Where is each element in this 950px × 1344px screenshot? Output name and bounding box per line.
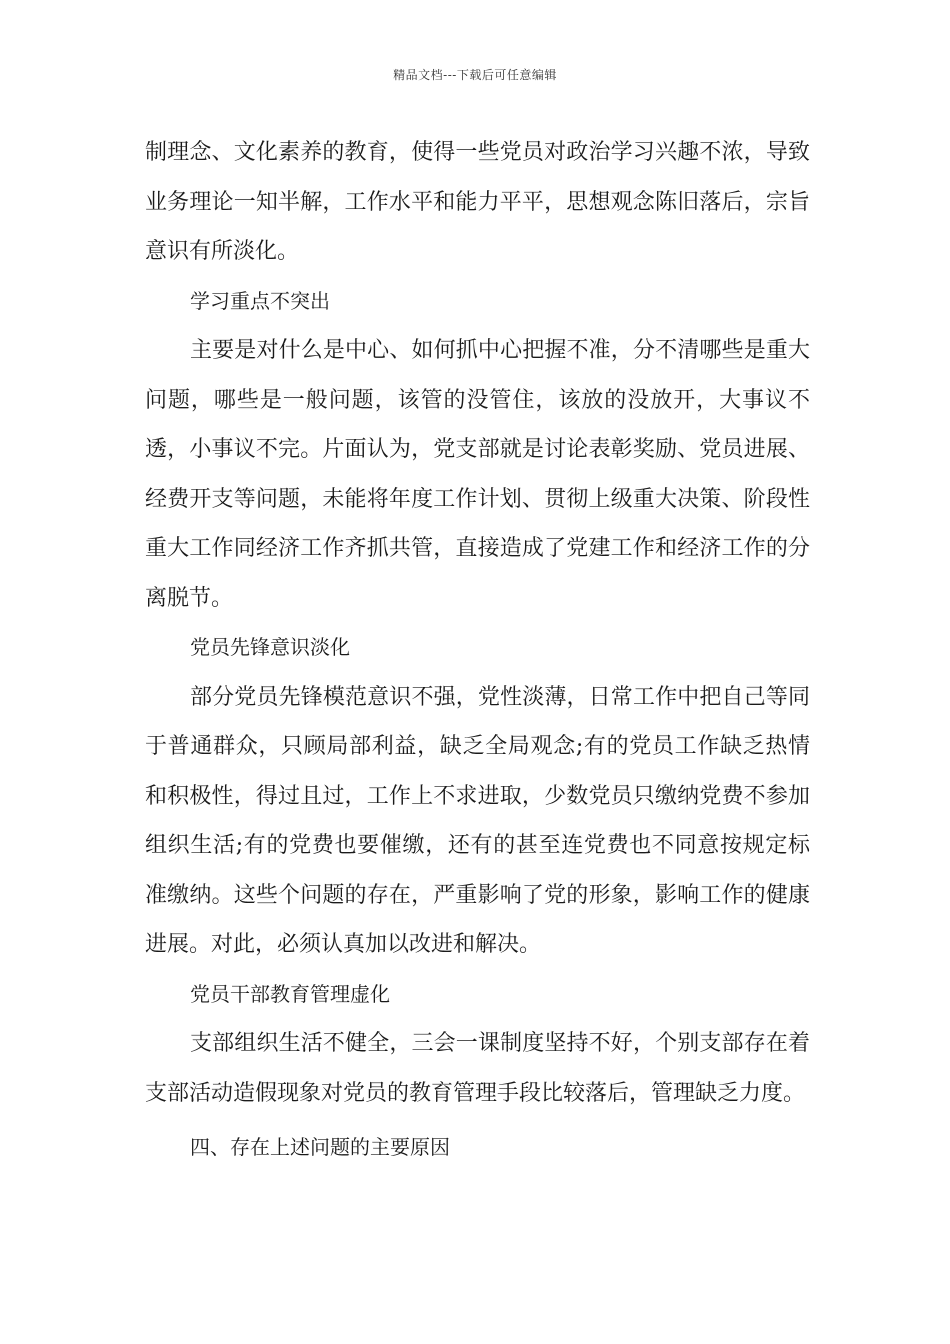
section-heading-cadre-management: 党员干部教育管理虚化 bbox=[190, 981, 390, 1006]
paragraph-study-focus: 主要是对什么是中心、如何抓中心把握不准，分不清哪些是重大问题，哪些是一般问题，该管的没管住，该放的没放开，大事议不透，小事议不完。片面认为，党支部就是讨论表彰奖励、党员进展、经费开支等问题，未能将年度工作计划、贯彻上级重大决策、阶段性重大工作同经济工作齐抓共管，直接造成了党建工作和经济工作的分离脱节。 bbox=[145, 338, 810, 611]
section-heading-pioneer-awareness: 党员先锋意识淡化 bbox=[190, 635, 350, 659]
section-heading-main-causes: 四、存在上述问题的主要原因 bbox=[190, 1135, 450, 1159]
paragraph-continuation: 制理念、文化素养的教育，使得一些党员对政治学习兴趣不浓，导致业务理论一知半解，工作水平和能力平平，思想观念陈旧落后，宗旨意识有所淡化。 bbox=[145, 140, 810, 264]
paragraph-cadre-management: 支部组织生活不健全，三会一课制度坚持不好，个别支部存在着支部活动造假现象对党员的教育管理手段比较落后，管理缺乏力度。 bbox=[145, 1031, 810, 1106]
document-body bbox=[145, 128, 810, 1176]
page-header: 精品文档---下载后可任意编辑 bbox=[393, 68, 557, 82]
paragraph-pioneer-awareness: 部分党员先锋模范意识不强，党性淡薄，日常工作中把自己等同于普通群众，只顾局部利益，缺乏全局观念;有的党员工作缺乏热情和积极性，得过且过，工作上不求进取，少数党员只缴纳党费不参加组织生活;有的党费也要催缴，还有的甚至连党费也不同意按规定标准缴纳。这些个问题的存在，严重影响了党的形象，影响工作的健康进展。对此，必须认真加以改进和解决。 bbox=[145, 684, 810, 957]
section-heading-study-focus: 学习重点不突出 bbox=[190, 288, 330, 313]
